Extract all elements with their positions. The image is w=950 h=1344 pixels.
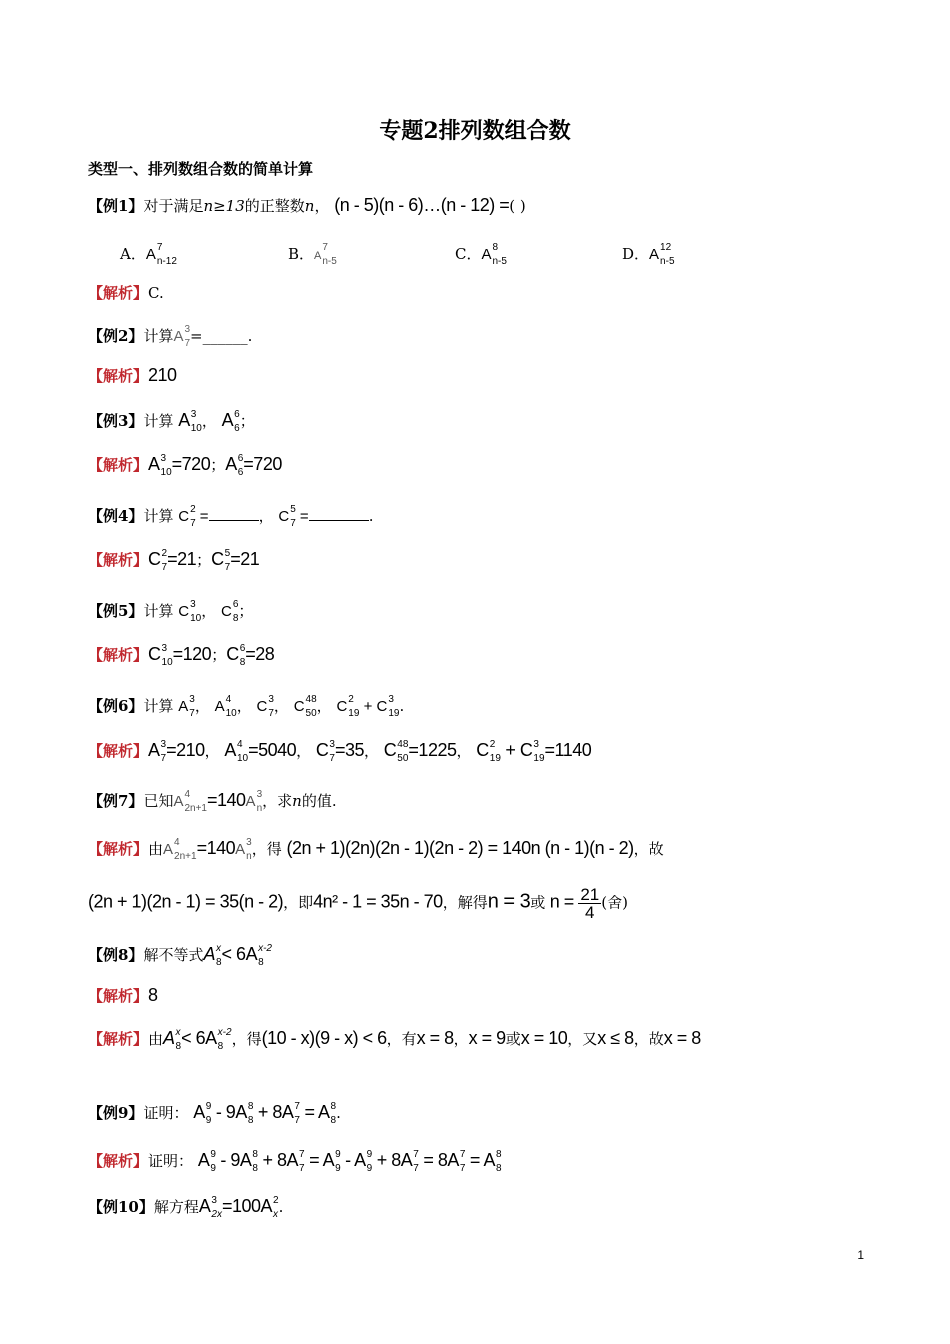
answer-5: 【解析】C 3 10 =120；C 6 8 =28 <box>88 643 275 668</box>
example-7: 【例7】已知A 4 2n+1 =140A 3 n ，求n的值. <box>88 789 337 814</box>
option-d[interactable]: D．A 12 n-5 <box>622 242 675 267</box>
answer-1: 【解析】C. <box>88 284 164 302</box>
example-1: 【例1】对于满足n≥13的正整数n， (n - 5)(n - 6)…(n - 12) =( ) <box>88 195 526 215</box>
example-10: 【例10】解方程A 3 2x =100A 2 x . <box>88 1195 284 1220</box>
option-b[interactable]: B．A 7 n-5 <box>288 242 337 267</box>
section-heading: 类型一、排列数组合数的简单计算 <box>88 160 314 178</box>
answer-2: 【解析】210 <box>88 365 177 385</box>
answer-8: 【解析】8 <box>88 985 158 1005</box>
example-4: 【例4】计算 C 2 7 = ， C 5 7 = . <box>88 504 374 529</box>
answer-6: 【解析】A 3 7 =210， A 4 10 =5040， C 3 7 =35， C 48 50 =1225， C 2 19 + C 3 19 =1140 <box>88 739 592 764</box>
example-5: 【例5】计算 C 3 10 ， C 6 8 ； <box>88 599 254 624</box>
answer-8-solution: 【解析】由A x 8 < 6A x-2 8 ，得(10 - x)(9 - x) < 6，有x = 8，x = 9或x = 10，又x ≤ 8，故x = 8 <box>88 1027 701 1052</box>
answer-7-continued: (2n + 1)(2n - 1) = 35(n - 2)，即4n² - 1 = 35n - 70，解得n = 3或 n = $\frac{21}{4}$ (舍) <box>88 885 628 922</box>
option-a[interactable]: A．A 7 n-12 <box>120 242 177 267</box>
page-number: 1 <box>857 1248 864 1262</box>
page-title: 专题2排列数组合数 <box>379 118 571 144</box>
example-9: 【例9】证明： A 9 9 - 9A 8 8 + 8A 7 7 = A 8 8 . <box>88 1101 341 1126</box>
answer-4: 【解析】C 2 7 =21；C 5 7 =21 <box>88 548 260 573</box>
answer-7: 【解析】由A 4 2n+1 =140A 3 n ，得 (2n + 1)(2n)(2n - 1)(2n - 2) = 140n (n - 1)(n - 2)，故 <box>88 837 664 862</box>
answer-3: 【解析】A 3 10 =720；A 6 6 =720 <box>88 453 282 478</box>
example-3: 【例3】计算 A 3 10 ， A 6 6 ； <box>88 409 255 434</box>
example-2: 【例2】计算A 3 7 =______. <box>88 324 253 349</box>
example-tag: 【例1】 <box>88 197 144 215</box>
option-c[interactable]: C．A 8 n-5 <box>455 242 507 267</box>
math-expression: (n - 5)(n - 6)…(n - 12) = <box>334 195 510 215</box>
example-8: 【例8】解不等式A x 8 < 6A x-2 8 <box>88 943 272 968</box>
example-6: 【例6】计算 A 3 7 ， A 4 10 ， C 3 7 ， C 48 50 ， C 2 19 + C 3 19 . <box>88 694 405 719</box>
answer-9: 【解析】证明： A 9 9 - 9A 8 8 + 8A 7 7 = A 9 9 - A 9 9 + 8A 7 7 = 8A 7 7 = A 8 8 <box>88 1149 502 1174</box>
